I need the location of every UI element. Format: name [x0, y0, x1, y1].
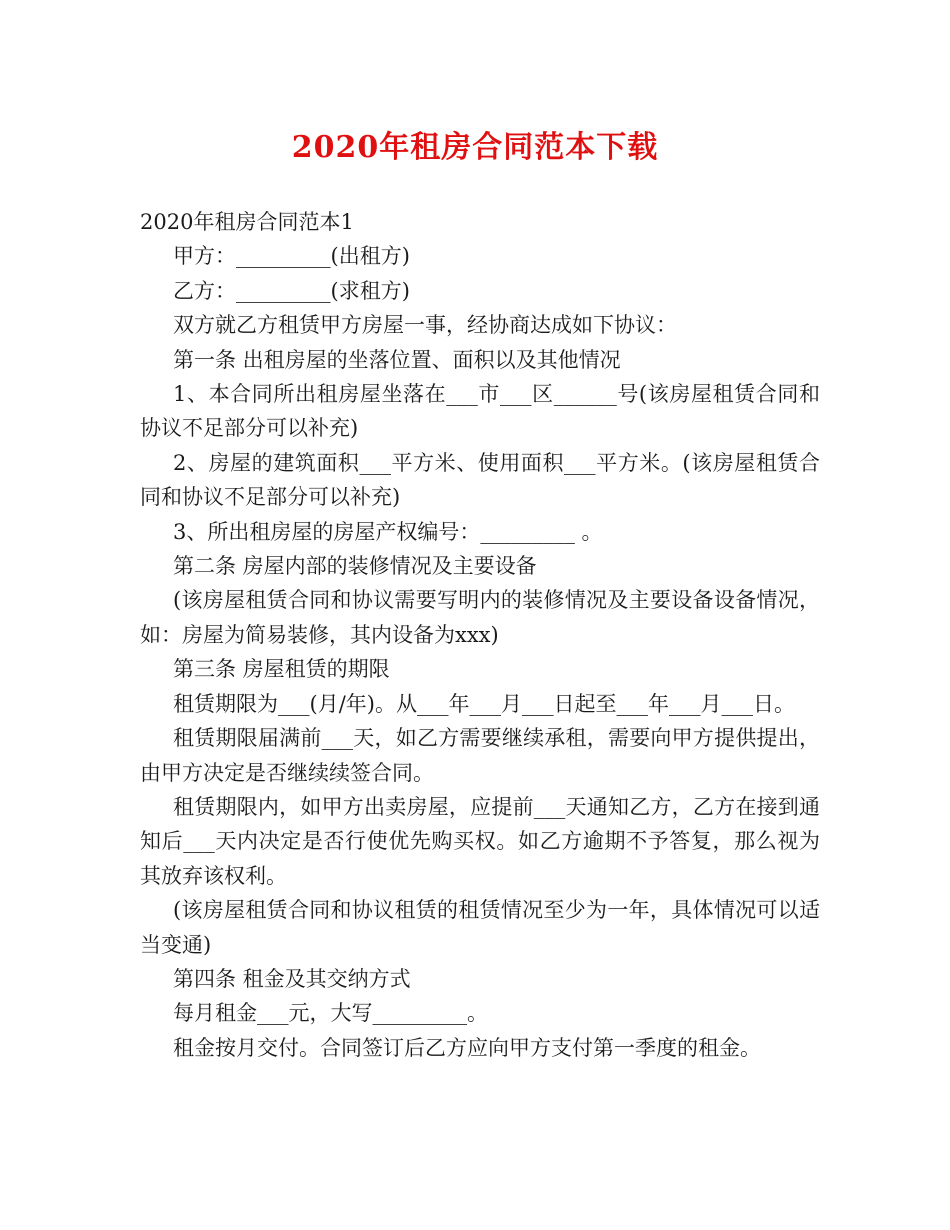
paragraph: 甲方：_________(出租方)	[173, 244, 410, 269]
paragraph: 租赁期限内，如甲方出卖房屋，应提前___天通知乙方，乙方在接到通知后___天内决定是否行使优先购买权。如乙方逾期不予答复，那么视为其放弃该权利。	[140, 794, 820, 888]
paragraph: 乙方：_________(求租方)	[173, 278, 410, 303]
paragraph: 第二条 房屋内部的装修情况及主要设备	[173, 554, 537, 579]
paragraph: 3、所出租房屋的房屋产权编号：_________ 。	[173, 519, 603, 544]
document-title: 2020年租房合同范本下载	[291, 130, 659, 165]
document-body	[140, 205, 820, 1065]
paragraph: (该房屋租赁合同和协议需要写明内的装修情况及主要设备设备情况，如：房屋为简易装修，其内设备为xxx)	[140, 588, 820, 647]
paragraph: 双方就乙方租赁甲方房屋一事，经协商达成如下协议：	[173, 313, 677, 338]
paragraph: 2020年租房合同范本1	[140, 210, 354, 234]
paragraph: (该房屋租赁合同和协议租赁的租赁情况至少为一年，具体情况可以适当变通)	[140, 898, 820, 957]
paragraph: 租赁期限届满前___天，如乙方需要继续承租，需要向甲方提供提出，由甲方决定是否继续续签合同。	[140, 726, 820, 785]
paragraph: 1、本合同所出租房屋坐落在___市___区______号(该房屋租赁合同和协议不足部分可以补充)	[140, 382, 820, 441]
paragraph: 第四条 租金及其交纳方式	[173, 966, 411, 991]
paragraph: 每月租金___元，大写_________。	[173, 1001, 488, 1026]
paragraph: 第三条 房屋租赁的期限	[173, 657, 390, 682]
paragraph: 2、房屋的建筑面积___平方米、使用面积___平方米。(该房屋租赁合同和协议不足部分可以补充)	[140, 450, 820, 510]
paragraph: 租金按月交付。合同签订后乙方应向甲方支付第一季度的租金。	[173, 1035, 761, 1060]
paragraph: 第一条 出租房屋的坐落位置、面积以及其他情况	[173, 347, 621, 372]
paragraph: 租赁期限为___(月/年)。从___年___月___日起至___年___月___日。	[173, 691, 795, 716]
